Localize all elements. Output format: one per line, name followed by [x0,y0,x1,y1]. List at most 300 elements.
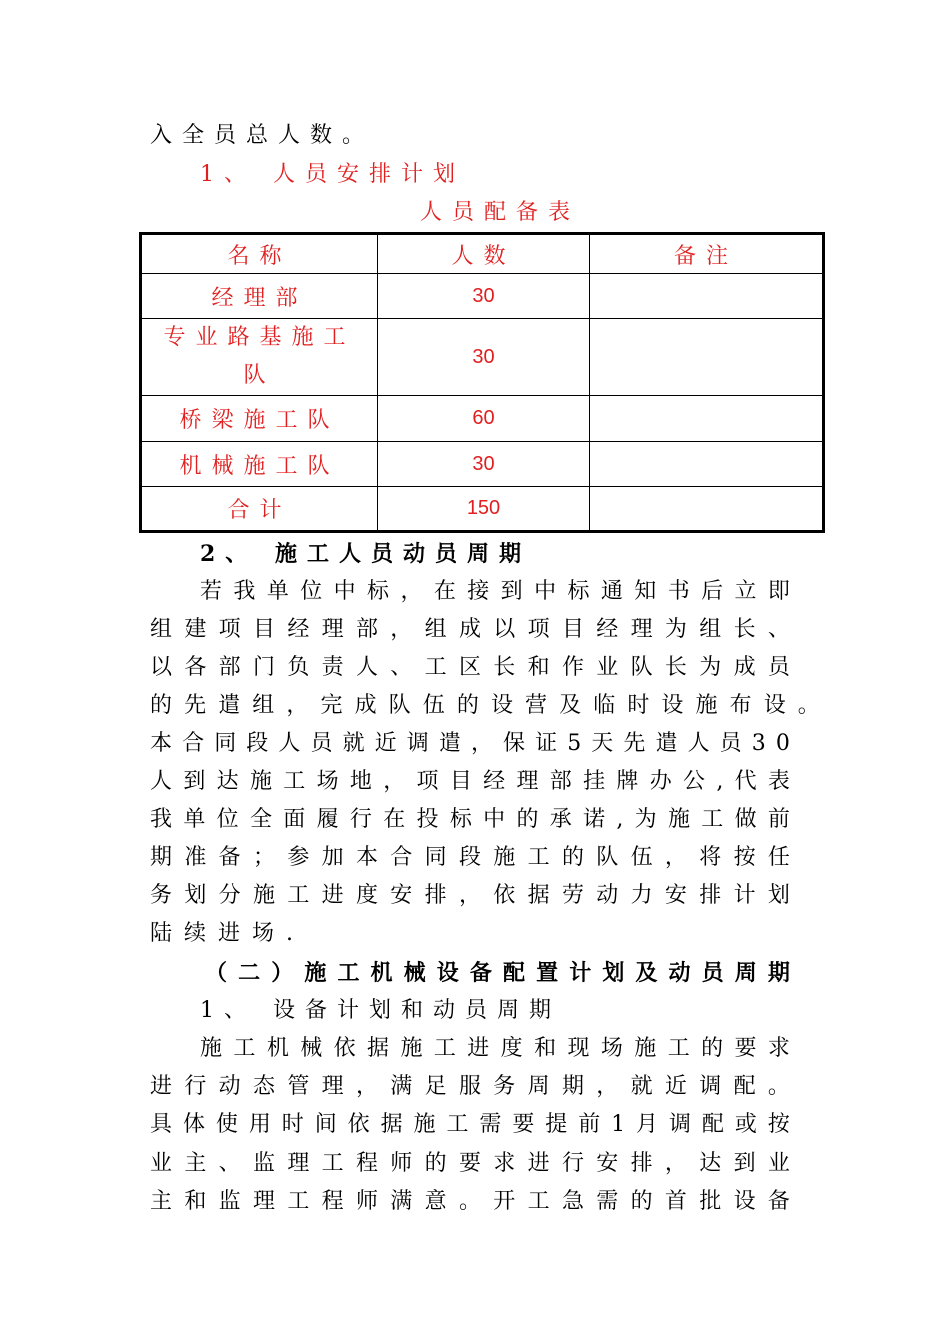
text-char: ） [271,960,294,986]
text-char: 开 [493,1189,516,1214]
text-char: 经 [596,617,619,642]
paragraph-line [200,1034,790,1064]
text-char: 备 [767,1189,790,1214]
text-char: ， [458,883,481,908]
text-char: 代 [734,769,757,794]
text-char: 用 [248,1112,271,1137]
text-char: 依 [333,1036,356,1061]
text-char: 程 [321,1189,344,1214]
text-char: 使 [215,1112,238,1137]
text-char: 准 [184,845,207,870]
text-char: 目 [252,617,275,642]
text-char: 工 [337,960,360,986]
text-char: 场 [600,1036,623,1061]
text-char: 机 [266,1036,289,1061]
text-char: 到 [500,579,523,604]
heading-equipment-plan: 1、 设备计划和动员周期 [200,998,561,1023]
text-char: 、 [390,655,413,680]
text-char: 排 [424,883,447,908]
text-char: 提 [545,1112,568,1137]
text-char: 立 [734,579,757,604]
text-char: 经 [287,617,310,642]
text-char: 程 [355,1151,378,1176]
text-char: 劳 [561,883,584,908]
text-char: 、 [218,1151,241,1176]
text-char: 设 [436,960,459,986]
text-char: 务 [150,883,173,908]
text-char: 组 [424,617,447,642]
text-char: 的 [516,807,539,832]
text-char: 履 [316,807,339,832]
text-char: 长 [664,655,687,680]
text-char: 合 [182,731,205,756]
text-char: 划 [602,960,625,986]
text-char: 标 [367,579,390,604]
text-char: 和 [184,1189,207,1214]
row-count: 150 [378,487,590,532]
text-char: 设 [661,693,684,718]
text-char: 到 [183,769,206,794]
text-char: 伍 [630,845,653,870]
text-char: 为 [634,807,657,832]
text-char: 部 [355,617,378,642]
text-char: 布 [729,693,752,718]
text-char: 施 [493,845,516,870]
text-char: 和 [527,655,550,680]
row-note [590,396,824,442]
paragraph-line [150,805,790,835]
text-char: 做 [734,807,757,832]
text-char: 动 [668,960,691,986]
text-char: 标 [449,807,472,832]
text-char: 本 [355,845,378,870]
text-char: 据 [367,1036,390,1061]
text-char: 的 [150,693,173,718]
text-char: 态 [252,1074,275,1099]
header-note: 备注 [590,234,824,274]
text-char: 理 [321,1074,344,1099]
text-char: 按 [733,845,756,870]
text-char: 理 [321,617,344,642]
text-char: 成 [733,655,756,680]
text-char: 二 [238,960,261,986]
text-char: 加 [321,845,344,870]
text-char: 知 [634,579,657,604]
text-char: 体 [182,1112,205,1137]
row-note [590,274,824,319]
text-char: 工 [667,1036,690,1061]
text-char: 单 [183,807,206,832]
text-char: 临 [593,693,616,718]
text-char: 人 [150,769,173,794]
text-char: 排 [630,1151,653,1176]
text-char: 中 [534,579,557,604]
text-char: 的 [561,845,584,870]
text-char: 先 [184,693,207,718]
text-char: 到 [733,1151,756,1176]
text-char: 监 [218,1189,241,1214]
text-char: 先 [623,731,646,756]
text-char: ， [664,845,687,870]
table-row [141,442,824,487]
text-char: 长 [493,655,516,680]
text-char: 配 [701,1112,724,1137]
text-char: 办 [649,769,672,794]
text-char: 为 [699,655,722,680]
table-row [141,319,824,396]
text-char: 主 [150,1189,173,1214]
text-char: 区 [458,655,481,680]
text-char: 门 [252,655,275,680]
text-char: ， [664,1151,687,1176]
text-char: 分 [218,883,241,908]
text-char: 达 [216,769,239,794]
text-char: , [716,769,724,794]
text-char: 计 [569,960,592,986]
text-char: 投 [416,807,439,832]
text-char: 间 [314,1112,337,1137]
row-name: 合计 [141,487,378,532]
text-char: 参 [287,845,310,870]
text-char: 通 [600,579,623,604]
text-char: 建 [184,617,207,642]
text-char: 组 [699,617,722,642]
text-char: 理 [287,1151,310,1176]
text-char: 和 [534,1036,557,1061]
text-char: ， [286,693,309,718]
text-char: 计 [733,883,756,908]
text-char: 工 [283,769,306,794]
row-note [590,442,824,487]
paragraph-line [150,1187,790,1217]
text-char: 位 [300,579,323,604]
text-char: 遣 [218,693,241,718]
text-char: 设 [763,693,786,718]
text-char: （ [205,960,228,986]
text-char: 首 [664,1189,687,1214]
text-char: 主 [184,1151,207,1176]
paragraph-line [150,881,790,911]
text-char: 业 [150,1151,173,1176]
text-char: 场 [316,769,339,794]
text-char: 施 [634,1036,657,1061]
row-count: 30 [378,319,590,396]
text-char: 以 [150,655,173,680]
text-char: 。 [458,1189,481,1214]
text-char: 牌 [616,769,639,794]
text-char: 项 [416,769,439,794]
text-char: 调 [668,1112,691,1137]
text-char: 月 [636,1112,659,1137]
text-char: 调 [406,731,429,756]
text-char: 人 [278,731,301,756]
text-char: 备 [469,960,492,986]
text-char: ， [596,1074,619,1099]
text-char: 依 [347,1112,370,1137]
paragraph-line [150,729,790,759]
text-char: 遣 [438,731,461,756]
text-char: 前 [767,807,790,832]
text-char: 师 [390,1151,413,1176]
text-char: 力 [630,883,653,908]
text-char: 划 [184,883,207,908]
text-char: 期 [150,845,173,870]
text-char: 作 [561,655,584,680]
text-char: 公 [683,769,706,794]
text-char: 的 [630,1189,653,1214]
text-char: 要 [734,1036,757,1061]
text-char: 目 [449,769,472,794]
text-char: 置 [536,960,559,986]
header-count: 人数 [378,234,590,274]
text-char: 就 [630,1074,653,1099]
text-char: 的 [701,1036,724,1061]
text-char: 达 [699,1151,722,1176]
table-title: 人员配备表 [420,200,581,225]
text-char: 营 [525,693,548,718]
text-char: 按 [767,1112,790,1137]
text-char: 员 [719,731,742,756]
paragraph-line [150,615,790,645]
text-char: 完 [320,693,343,718]
text-char: 将 [699,845,722,870]
text-char: ， [470,731,493,756]
text-char: 我 [233,579,256,604]
text-char: 责 [321,655,344,680]
text-char: 设 [733,1189,756,1214]
row-name: 桥梁施工队 [141,396,378,442]
text-char: 进 [527,1151,550,1176]
text-char: 队 [596,845,619,870]
text-char: 施 [400,1036,423,1061]
text-char: 据 [380,1112,403,1137]
text-char: 目 [561,617,584,642]
text-char: 施 [200,1036,223,1061]
text-char: 就 [342,731,365,756]
text-char: 长 [733,617,756,642]
text-char: 组 [150,617,173,642]
text-char: 人 [687,731,710,756]
text-char: 依 [493,883,516,908]
text-char: 标 [567,579,590,604]
table-row-total [141,487,824,532]
row-count: 30 [378,274,590,319]
text-char: 员 [310,731,333,756]
text-char: 批 [699,1189,722,1214]
text-char: 近 [374,731,397,756]
text-char: 调 [699,1074,722,1099]
text-char: , [616,807,624,832]
text-char: 要 [458,1151,481,1176]
table-header-row [141,234,824,274]
text-char: 据 [527,883,550,908]
text-char: 理 [252,1189,275,1214]
paragraph-line [150,653,790,683]
text-char: 务 [493,1074,516,1099]
text-char: 工 [287,1189,310,1214]
text-char: 1 [611,1112,626,1137]
text-char: 进 [321,883,344,908]
header-name: 名称 [141,234,378,274]
text-char: 位 [216,807,239,832]
text-char: 5 [567,731,582,756]
text-char: 的 [456,693,479,718]
text-char: 动 [218,1074,241,1099]
text-char: 以 [493,617,516,642]
heading-staff-plan: 1、 人员安排计划 [200,162,465,187]
text-char: 施 [252,883,275,908]
text-char: 进 [467,1036,490,1061]
row-count: 60 [378,396,590,442]
text-char: 负 [287,655,310,680]
text-char: 备 [218,845,241,870]
text-char: 工 [424,655,447,680]
text-char: ， [355,1074,378,1099]
text-char: ； [252,845,275,870]
text-char: 行 [561,1151,584,1176]
text-char: 管 [287,1074,310,1099]
text-char: 保 [503,731,526,756]
text-char: 合 [390,845,413,870]
text-char: 员 [767,655,790,680]
text-char: 业 [767,1151,790,1176]
paragraph-line [150,691,820,721]
paragraph-line [200,577,790,607]
paragraph-line [150,767,790,797]
text-char: 成 [458,617,481,642]
text-char: 部 [549,769,572,794]
row-name: 专业路基施工队 [141,319,378,396]
text-char: 足 [424,1074,447,1099]
staff-table [139,232,825,533]
heading-mobilization-period: 2、 施工人员动员周期 [200,541,531,567]
text-char: 械 [300,1036,323,1061]
text-char: 度 [500,1036,523,1061]
text-char: 近 [664,1074,687,1099]
text-char: 在 [433,579,456,604]
text-char: 监 [252,1151,275,1176]
text-char: ， [390,617,413,642]
paragraph-line [150,1110,790,1140]
text-char: 即 [767,579,790,604]
row-note [590,319,824,396]
text-char: 后 [701,579,724,604]
text-char: 工 [446,1112,469,1137]
text-char: 接 [467,579,490,604]
paragraph-line [150,1072,790,1102]
text-char: 配 [733,1074,756,1099]
text-char: 具 [150,1112,173,1137]
text-char: 期 [561,1074,584,1099]
text-char: 需 [479,1112,502,1137]
text-char: 证 [535,731,558,756]
text-char: 动 [596,883,619,908]
text-char: 项 [218,617,241,642]
text-char: 同 [214,731,237,756]
text-char: 工 [321,1151,344,1176]
text-char: 面 [283,807,306,832]
text-char: 全 [249,807,272,832]
intro-line: 入全员总人数。 [150,123,375,148]
text-char: 成 [354,693,377,718]
text-char: 意 [424,1189,447,1214]
text-char: 项 [527,617,550,642]
text-char: 经 [483,769,506,794]
text-char: 服 [458,1074,481,1099]
text-char: 任 [767,845,790,870]
row-count: 30 [378,442,590,487]
row-name: 经理部 [141,274,378,319]
text-char: 中 [333,579,356,604]
text-char: 或 [734,1112,757,1137]
row-name: 机械施工队 [141,442,378,487]
text-char: 队 [388,693,411,718]
text-char: 及 [635,960,658,986]
text-char: 施 [304,960,327,986]
text-char: 现 [567,1036,590,1061]
text-char: 人 [355,655,378,680]
text-char: 队 [630,655,653,680]
text-char: 划 [767,883,790,908]
table-row [141,396,824,442]
text-char: 机 [370,960,393,986]
text-char: 前 [578,1112,601,1137]
table-row [141,274,824,319]
text-char: 。 [797,693,820,718]
text-char: 满 [390,1189,413,1214]
text-char: 的 [424,1151,447,1176]
text-char: 中 [483,807,506,832]
text-char: 段 [246,731,269,756]
text-char: 满 [390,1074,413,1099]
text-char: 工 [527,1189,550,1214]
text-char: 行 [349,807,372,832]
text-char: 。 [767,1074,790,1099]
text-char: 师 [355,1189,378,1214]
text-char: 安 [596,1151,619,1176]
text-char: 挂 [583,769,606,794]
text-char: 安 [664,883,687,908]
text-char: 本 [150,731,173,756]
text-char: 度 [355,883,378,908]
text-char: 理 [630,617,653,642]
text-char: 求 [767,1036,790,1061]
text-char: 时 [281,1112,304,1137]
text-char: 3 [751,731,766,756]
text-char: 各 [184,655,207,680]
text-char: 工 [527,845,550,870]
text-char: 施 [667,807,690,832]
text-char: 理 [516,769,539,794]
text-char: 施 [695,693,718,718]
text-char: 要 [512,1112,535,1137]
text-char: 、 [767,617,790,642]
text-char: 工 [233,1036,256,1061]
text-char: 工 [287,883,310,908]
text-char: 需 [596,1189,619,1214]
text-char: 我 [150,807,173,832]
text-char: 周 [734,960,757,986]
text-char: 承 [549,807,572,832]
text-char: 为 [664,617,687,642]
text-char: 施 [413,1112,436,1137]
text-char: 设 [490,693,513,718]
text-char: 期 [767,960,790,986]
text-char: 天 [591,731,614,756]
text-char: 业 [596,655,619,680]
paragraph-line [150,843,790,873]
text-char: 若 [200,579,223,604]
